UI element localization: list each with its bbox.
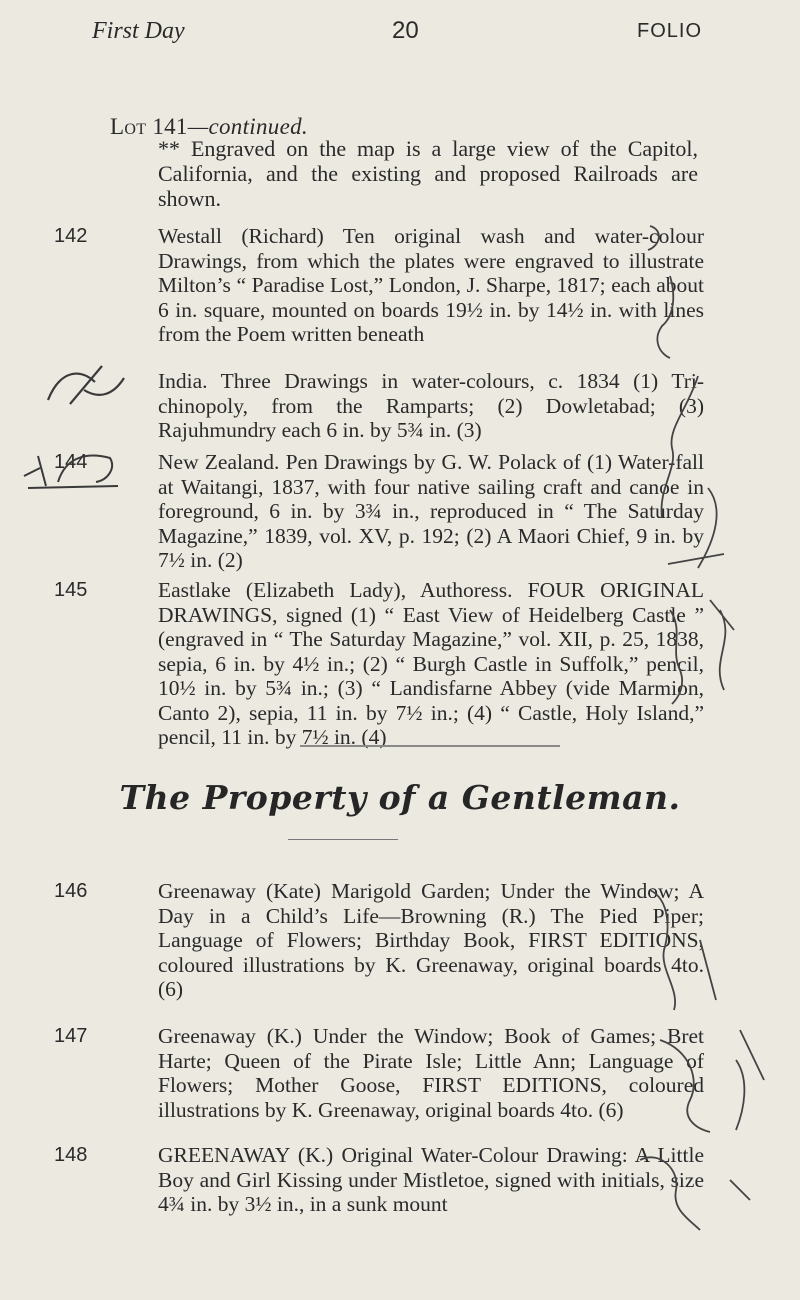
lot-description: Eastlake (Elizabeth Lady), Authoress. FOUR ORIGINAL DRAWINGS, signed (1) “ East View of Heidelberg Castle ” (engraved in “ The Saturday Magazine,” vol. XII, p. 25, 1838, sepia, 6 in. by 4½ in.; (2) “ Burgh Castle in Suffolk,” pencil, 10½ in. by 5¾ in.; (3) “ Landisfarne Abbey (vide Marmion, Canto 2), sepia, 11 in. by 7½ in.; (4) “ Castle, Holy Island,” pencil, 11 in. by 7½ in. (4) [158,578,704,749]
lot-description: GREENAWAY (K.) Original Water-Colour Drawing: A Little Boy and Girl Kissing under Mistletoe, signed with initials, size 4¾ in. by 3½ in., in a sunk mount [158,1143,704,1216]
header-sale-type: FOLIO [636,20,702,42]
header-page-number: 20 [392,17,419,44]
lot-number: 142 [54,225,88,247]
section-divider [300,745,560,747]
continuation-suffix: —continued. [187,114,308,139]
lot-number: 145 [54,579,88,601]
lot-number: 148 [54,1144,88,1166]
lot-entry [54,224,704,347]
lot-number: 146 [54,880,88,902]
handwritten-lot-number-icon [18,446,128,492]
margin-bracket-mark-icon [628,368,738,588]
lot-number: 144 [54,451,88,473]
lot-entry [54,578,704,750]
running-header [92,14,702,48]
margin-bracket-mark-icon [640,1020,780,1140]
continuation-label: Lot 141 [110,114,188,139]
lot-number: 147 [54,1025,88,1047]
handwritten-mark-icon [40,360,130,416]
lot-141-note: ** Engraved on the map is a large view of the Capitol, California, and the existing and proposed Railroads are shown. [158,136,698,211]
header-day: First Day [92,18,185,44]
lot-entry [54,1024,704,1122]
lot-description: Greenaway (K.) Under the Window; Book of Games; Bret Harte; Queen of the Pirate Isle; Little Ann; Language of Flowers; Mother Goose, FIRST EDITIONS, coloured illustrations by K. Greenaway, original boards 4to. (6) [158,1024,704,1122]
lot-description: New Zealand. Pen Drawings by G. W. Polack of (1) Water-fall at Waitangi, 1837, with four native sailing craft and canoe in foreground, 6 in. by 3¾ in., reproduced in “ The Saturday Magazine,” 1839, vol. XV, p. 192; (2) A Maori Chief, 9 in. by 7½ in. (2) [158,450,704,572]
margin-bracket-mark-icon [640,590,760,710]
lot-entry [54,1143,704,1217]
lot-entry [54,369,704,443]
lot-description: India. Three Drawings in water-colours, c. 1834 (1) Tri-chinopoly, from the Ramparts; (2) Dowletabad; (3) Rajuhmundry each 6 in. by 5¾ in. (3) [158,369,704,442]
lot-description: Greenaway (Kate) Marigold Garden; Under the Window; A Day in a Child’s Life—Browning (R.) The Pied Piper; Language of Flowers; Birthday Book, FIRST EDITIONS, coloured illustrations by K. Greenaway, original boards 4to. (6) [158,879,704,1001]
margin-bracket-mark-icon [630,216,690,366]
margin-bracket-mark-icon [620,1140,770,1240]
lot-entry [54,450,704,573]
margin-bracket-mark-icon [620,880,740,1020]
section-title: The Property of a Gentleman. [119,778,681,817]
lot-description: Westall (Richard) Ten original wash and water-colour Drawings, from which the plates were engraved to illustrate Milton’s “ Paradise Lost,” London, J. Sharpe, 1817; each about 6 in. square, mounted on boards 19½ in. by 14½ in. with lines from the Poem written beneath [158,224,704,346]
title-underline [288,839,398,840]
lot-entry [54,879,704,1002]
